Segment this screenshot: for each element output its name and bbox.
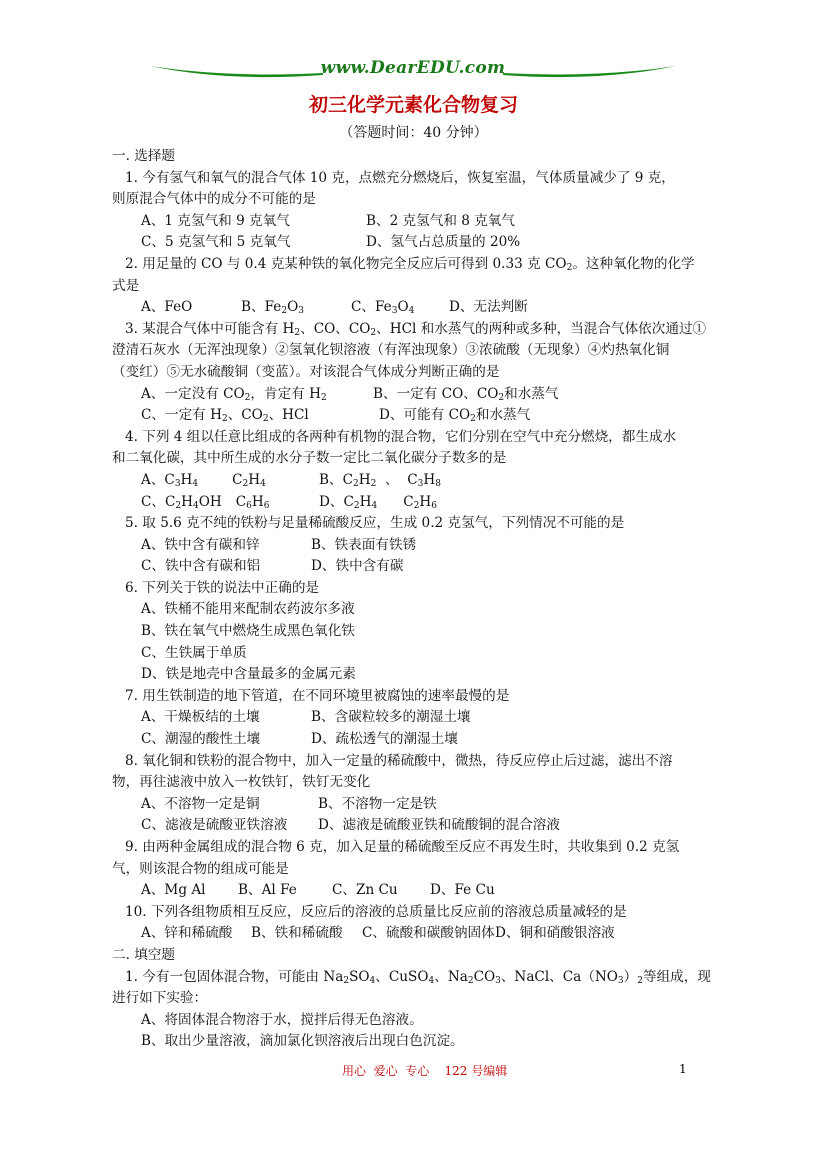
option-a: A、Mg Al: [141, 882, 206, 899]
option-b: [319, 470, 441, 492]
option-c: C、潮湿的酸性土壤: [141, 731, 261, 748]
question-4-line-2: 和二氧化碳，其中所生成的水分子数一定比二氧化碳分子数多的是: [112, 450, 507, 467]
subscript: 3: [298, 306, 304, 317]
question-4-options-ab: [112, 470, 716, 492]
subscript: 3: [495, 975, 501, 986]
question-1-line-2: 则原混合气体中的成分不可能的是: [112, 191, 316, 208]
option-b-text: B、Fe: [241, 299, 282, 316]
document-title: 初三化学元素化合物复习: [308, 94, 518, 116]
footer-text: 用心 爱心 专心 122 号编辑: [342, 1064, 508, 1078]
option-c-text-2: 、CO: [227, 407, 263, 424]
question-2-options: [112, 297, 716, 319]
question-8-line-1: 8. 氧化铜和铁粉的混合物中，加入一定量的稀硫酸中，微热，待反应停止后过滤，滤出不溶: [125, 752, 673, 769]
option-c: C、生铁属于单质: [141, 644, 247, 661]
fill-1-line-1: [112, 967, 716, 989]
subscript: 2: [244, 392, 251, 403]
option-c: C、硫酸和碳酸钠固体: [362, 925, 495, 942]
element-symbol: H: [419, 493, 432, 510]
q3-text-a: 3. 某混合气体中可能含有 H: [125, 320, 295, 337]
subscript: 6: [263, 500, 270, 511]
subscript: 2: [353, 500, 360, 511]
option-b: B、铁表面有铁锈: [311, 536, 417, 553]
question-2-line-2: 式是: [112, 277, 140, 294]
section-heading: 二. 填空题: [112, 946, 176, 963]
subscript: 2: [637, 975, 643, 986]
element-symbol: H: [358, 471, 371, 488]
option-c: [141, 405, 379, 427]
question-3-options-cd: [112, 405, 716, 427]
subscript: 2: [242, 478, 249, 489]
subscript: 4: [408, 306, 415, 317]
option-b: B、不溶物一定是铁: [318, 795, 437, 812]
element-symbol: H: [248, 471, 261, 488]
subscript: 3: [174, 478, 181, 489]
subscript: 2: [352, 478, 359, 489]
q3-text-b: 、CO、CO: [300, 320, 371, 337]
option-a: A、铁中含有碳和锌: [141, 536, 260, 553]
question-10-line-1: 10. 下列各组物质相互反应，反应后的溶液的总质量比反应前的溶液总质量减轻的是: [125, 903, 627, 920]
option-c: C、铁中含有碳和铝: [141, 558, 261, 575]
subscript: 4: [192, 478, 199, 489]
fill-1-step-b: B、取出少量溶液，滴加氯化钡溶液后出现白色沉淀。: [141, 1033, 464, 1050]
question-8-options-ab: [112, 794, 716, 816]
element-symbol: C: [235, 493, 247, 510]
subscript: 2: [467, 975, 474, 986]
subscript: 2: [262, 414, 269, 425]
formula: 、Na: [434, 968, 468, 985]
subscript: 2: [498, 392, 505, 403]
subscript: 4: [371, 500, 378, 511]
question-4-line-1: 4. 下列 4 组以任意比组成的各两种有机物的混合物，它们分别在空气中充分燃烧，都生成水: [125, 428, 677, 445]
question-1-options-cd: [112, 232, 716, 254]
formula: SO: [349, 968, 370, 985]
question-8-line-2: 物，再往滤液中放入一枚铁钉，铁钉无变化: [112, 774, 371, 791]
option-b: [373, 384, 558, 406]
subscript: 8: [435, 478, 441, 489]
option-d: D、铜和硝酸银溶液: [495, 925, 615, 942]
option-d: D、铁是地壳中含量最多的金属元素: [141, 666, 356, 683]
option-d: D、滤液是硫酸亚铁和硫酸铜的混合溶液: [318, 817, 560, 834]
question-5-options-cd: [112, 556, 716, 578]
subscript: 6: [431, 500, 437, 511]
option-b-text: B、C: [319, 471, 353, 488]
option-c-text-3: 、HCl: [268, 407, 309, 424]
option-c: C、Zn Cu: [332, 882, 398, 899]
subscript: 3: [417, 478, 424, 489]
option-c-text: C、一定有 H: [141, 407, 222, 424]
formula: 、CuSO: [375, 968, 429, 985]
option-d: D、氢气占总质量的 20%: [366, 234, 521, 251]
question-9-line-2: 气，则该混合物的组成可能是: [112, 860, 289, 877]
question-4-options-cd: [112, 492, 716, 514]
subscript: 2: [175, 500, 182, 511]
question-1-line-1: 1. 今有氢气和氧气的混合气体 10 克，点燃充分燃烧后，恢复室温，气体质量减少了 9 克，: [125, 169, 675, 186]
option-d: [379, 405, 530, 427]
question-10-options: [112, 923, 716, 945]
subscript: 4: [369, 975, 376, 986]
question-2-line-1: [112, 254, 716, 276]
subscript: 2: [320, 392, 327, 403]
fill-1-text: 1. 今有一包固体混合物，可能由 Na: [125, 968, 344, 985]
subscript: 2: [281, 306, 288, 317]
option-c-text: C、Fe: [351, 299, 392, 316]
subscript: 4: [260, 478, 266, 489]
q2-text-b: 。这种氧化物的化学: [572, 255, 695, 272]
option-c: C、5 克氢气和 5 克氧气: [141, 234, 291, 251]
subscript: 3: [617, 975, 624, 986]
subscript: 4: [193, 500, 199, 511]
site-banner: [148, 54, 678, 84]
option-d: D、铁中含有碳: [311, 558, 404, 575]
subscript: 2: [566, 262, 573, 273]
option-b: B、含碳粒较多的潮湿土壤: [311, 709, 471, 726]
question-5-options-ab: [112, 535, 716, 557]
option-a: A、1 克氢气和 9 克氧气: [141, 212, 290, 229]
option-d-text-2: 和水蒸气: [475, 407, 531, 424]
option-a: A、不溶物一定是铜: [141, 795, 260, 812]
subscript: 3: [391, 306, 398, 317]
question-3-line-3: （变红）⑤无水硫酸铜（变蓝）。对该混合气体成分判断正确的是: [112, 363, 500, 380]
option-a-text-2: ，肯定有 H: [250, 385, 321, 402]
subscript: 2: [343, 975, 350, 986]
element-symbol: H: [181, 493, 193, 510]
question-6-line-1: 6. 下列关于铁的说法中正确的是: [125, 579, 320, 596]
document-body: [112, 146, 716, 1053]
fill-1-line-2: 进行如下实验：: [112, 990, 208, 1007]
fill-1-step-a: A、将固体混合物溶于水，搅拌后得无色溶液。: [141, 1011, 423, 1028]
question-3-line-1: [112, 319, 716, 341]
formula: 、NaCl、Ca（NO: [500, 968, 618, 985]
subscript: 2: [370, 327, 377, 338]
option-a: A、干燥板结的土壤: [141, 709, 260, 726]
subscript: 2: [413, 500, 420, 511]
question-8-options-cd: [112, 815, 716, 837]
separator: 、: [384, 471, 399, 488]
q2-text-a: 2. 用足量的 CO 与 0.4 克某种铁的氧化物完全反应后可得到 0.33 克 CO: [125, 255, 567, 272]
option-c: C、滤液是硫酸亚铁溶液: [141, 817, 288, 834]
option-d-text: D、可能有 CO: [379, 407, 471, 424]
element-symbol: C: [407, 471, 418, 488]
option-a: A、锌和稀硫酸: [141, 925, 233, 942]
subscript: 2: [470, 414, 476, 425]
formula: CO: [473, 968, 496, 985]
element-symbol: H: [359, 493, 372, 510]
option-d: [319, 492, 437, 514]
option-c: C、$Fe_3O_4$: [351, 297, 449, 319]
option-c-text: C、C: [141, 493, 176, 510]
option-a: [141, 470, 319, 492]
page-number: 1: [679, 1062, 687, 1076]
element-symbol: H: [423, 471, 436, 488]
question-7-line-1: 7. 用生铁制造的地下管道，在不同环境里被腐蚀的速率最慢的是: [125, 687, 510, 704]
option-b: B、2 克氢气和 8 克氧气: [366, 212, 515, 229]
question-9-options: [112, 880, 716, 902]
section-heading: 一. 选择题: [112, 148, 176, 164]
subscript: 2: [221, 414, 228, 425]
option-b-text-2: 和水蒸气: [504, 385, 559, 402]
formula: ）: [623, 968, 638, 985]
option-b: B、$Fe_2O_3$: [241, 297, 351, 319]
option-a: [141, 384, 373, 406]
option-a: A、铁桶不能用来配制农药波尔多液: [141, 601, 355, 618]
option-b: B、铁在氧气中燃烧生成黑色氧化铁: [141, 623, 355, 640]
option-d-text: D、C: [319, 493, 354, 510]
question-1-options-ab: [112, 211, 716, 233]
option-d: D、疏松透气的潮湿土壤: [311, 731, 458, 748]
question-7-options-ab: [112, 707, 716, 729]
site-url: www.DearEDU.com: [320, 58, 506, 78]
question-3-options-ab: [112, 384, 716, 406]
element-symbol: C: [232, 471, 243, 488]
element-symbol: C: [403, 493, 414, 510]
subscript: 2: [294, 327, 301, 338]
fill-1-text-tail: 等组成，现: [642, 968, 711, 985]
question-7-options-cd: [112, 729, 716, 751]
document-subtitle: （答题时间：40 分钟）: [339, 125, 488, 141]
subscript: 6: [246, 500, 252, 511]
subscript: 4: [428, 975, 435, 986]
option-b-text: B、一定有 CO、CO: [373, 385, 499, 402]
option-d: D、无法判断: [449, 299, 528, 316]
option-c: [141, 492, 319, 514]
question-9-line-1: 9. 由两种金属组成的混合物 6 克，加入足量的稀硫酸至反应不再发生时，共收集到 0.2 克氢: [125, 839, 680, 855]
question-5-line-1: 5. 取 5.6 克不纯的铁粉与足量稀硫酸反应，生成 0.2 克氢气，下列情况不可能的是: [125, 515, 625, 532]
subscript: 2: [370, 478, 377, 489]
option-a-text: A、一定没有 CO: [141, 385, 245, 402]
option-a: A、FeO: [141, 299, 193, 316]
question-3-line-2: 澄清石灰水（无浑浊现象）②氢氧化钡溶液（有浑浊现象）③浓硫酸（无现象）④灼热氧化铜: [112, 342, 670, 359]
option-b: B、铁和稀硫酸: [251, 925, 343, 942]
hydroxyl: OH: [198, 493, 222, 510]
q3-text-c: 、HCl 和水蒸气的两种或多种，当混合气体依次通过①: [376, 320, 707, 337]
element-symbol: H: [180, 471, 193, 488]
option-b: B、Al Fe: [238, 882, 297, 899]
option-a-text: A、C: [141, 471, 175, 488]
element-symbol: H: [251, 493, 264, 510]
option-d: D、Fe Cu: [430, 882, 495, 899]
